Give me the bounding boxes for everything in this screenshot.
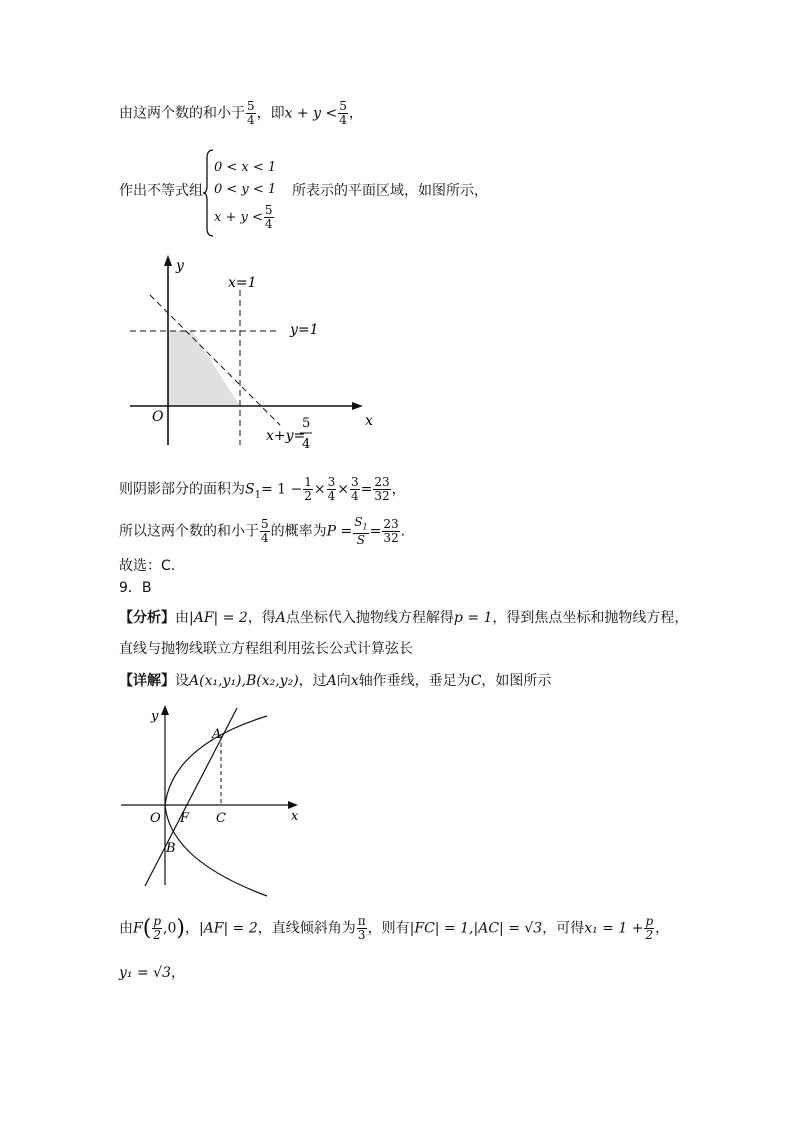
fraction: $\frac{5}{4}$ bbox=[247, 99, 255, 127]
region-figure bbox=[120, 250, 390, 460]
text-line-sum: 由这两个数的和小于 $\frac{5}{4}$ ，即x + y < $\frac{5}{4}$ ， bbox=[119, 99, 363, 127]
y-axis-label: y bbox=[176, 258, 184, 274]
parabola-figure bbox=[115, 700, 315, 900]
svg-text:C: C bbox=[216, 811, 226, 826]
svg-text:4: 4 bbox=[302, 437, 311, 452]
x-axis-label: x bbox=[365, 413, 373, 429]
secant-line bbox=[145, 708, 237, 886]
analysis-line-2: 直线与抛物线联立方程组利用弦长公式计算弦长 bbox=[119, 641, 413, 657]
detail-line: 【详解】设A(x₁,y₁),B(x₂,y₂)，过A向x轴作垂线，垂足为C，如图所示 bbox=[119, 673, 552, 689]
svg-text:y: y bbox=[151, 709, 159, 724]
y-eq-1-label: y=1 bbox=[290, 322, 319, 338]
text: 由这两个数的和小于 bbox=[119, 105, 245, 122]
y-arrow-icon bbox=[161, 705, 169, 715]
x-arrow-icon bbox=[352, 402, 363, 410]
final-line: 由F( $\frac{p}{2}$ ,0)，|AF| = 2，直线倾斜角为 $\frac{\pi}{3}$ ，则有|FC| = 1,|AC| = √3，可得x₁ = 1 + $\frac{p}{2}$ ， bbox=[119, 914, 670, 942]
svg-text:A: A bbox=[212, 727, 222, 742]
y-arrow-icon bbox=[164, 255, 172, 266]
shaded-region bbox=[168, 331, 240, 406]
fraction: $\frac{5}{4}$ bbox=[339, 99, 347, 127]
svg-text:x: x bbox=[291, 809, 299, 824]
x-eq-1-label: x=1 bbox=[228, 275, 257, 291]
answer-choice: 故选：C. bbox=[119, 558, 176, 574]
svg-text:5: 5 bbox=[302, 416, 311, 431]
line-label: x+y= bbox=[266, 428, 306, 444]
parabola bbox=[165, 716, 267, 896]
svg-text:O: O bbox=[150, 811, 161, 826]
x-arrow-icon bbox=[288, 801, 298, 809]
origin-label: O bbox=[152, 409, 164, 425]
final-line-2: y₁ = √3， bbox=[119, 965, 185, 981]
analysis-line: 【分析】由|AF| = 2，得A点坐标代入抛物线方程解得p = 1，得到焦点坐标和抛物线方程， bbox=[119, 610, 689, 626]
text-line-area: 则阴影部分的面积为$S_1= 1$ − $\frac{1}{2}$ × $\frac{3}{4}$ × $\frac{3}{4}$ = $\frac{23}{32}$ ， bbox=[119, 475, 406, 503]
svg-text:B: B bbox=[166, 841, 176, 856]
svg-text:F: F bbox=[180, 811, 190, 826]
text-line-probability: 所以这两个数的和小于 $\frac{5}{4}$ 的概率为P = $\frac{S_1}{S}$ = $\frac{23}{32}$ . bbox=[119, 515, 406, 548]
question-number: 9．B bbox=[119, 580, 152, 596]
